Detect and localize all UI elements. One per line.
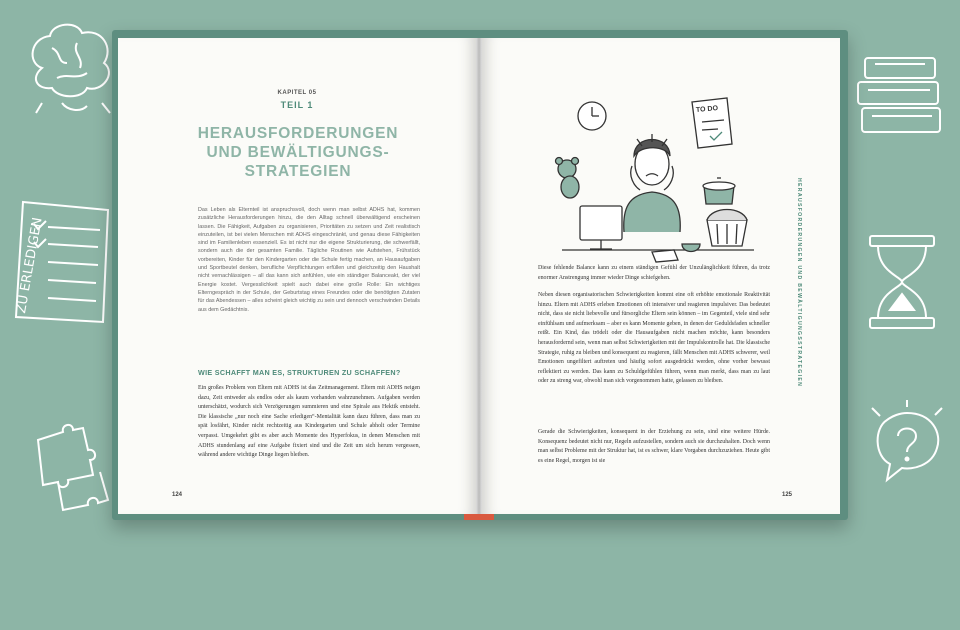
- body-paragraph: Diese fehlende Balance kann zu einem ständigen Gefühl der Unzulänglichkeit führen, da trotz enormer Anstrengung immer wieder Dinge schiefgehen.: [538, 265, 770, 281]
- title-line: HERAUSFORDERUNGEN: [197, 125, 399, 142]
- page-number: 125: [782, 492, 793, 498]
- question-bubble-doodle-icon: [862, 398, 952, 493]
- running-header-text: HERAUSFORDERUNGEN UND BEWÄLTIGUNGSSTRATEGIEN: [796, 178, 802, 388]
- doodle-label: ZU ERLEDIGEN: [14, 216, 46, 315]
- hourglass-doodle-icon: [862, 232, 942, 332]
- checklist-doodle-icon: [8, 192, 118, 332]
- body-paragraph: Gerade die Schwierigkeiten, konsequent in der Erziehung zu sein, sind eine weitere Hürde. Konsequenz bedeutet nicht nur, Regeln aufzustellen, sondern auch sie durchzuhalten. Doch wenn man selbst Probleme mit der Struktur hat, ist es schwer, klare Vorgaben durchzuziehen. Heute gibt es eine Regel, morgen ist sie: [538, 429, 770, 464]
- bookmark-ribbon: [464, 514, 494, 520]
- chapter-label: KAPITEL 05: [277, 90, 317, 96]
- running-header: [794, 178, 804, 388]
- page-number: 124: [172, 492, 183, 498]
- section-heading: WIE SCHAFFT MAN ES, STRUKTUREN ZU SCHAFFEN?: [198, 368, 401, 377]
- title-line: STRATEGIEN: [244, 163, 352, 180]
- brain-doodle-icon: [22, 18, 117, 118]
- stressed-parent-illustration: [542, 94, 762, 264]
- puzzle-doodle-icon: [28, 420, 113, 520]
- part-label: TEIL 1: [280, 100, 314, 110]
- left-page: [118, 38, 476, 514]
- open-book: [112, 30, 848, 520]
- chapter-title: [178, 124, 418, 181]
- body-paragraph: Neben diesen organisatorischen Schwierigkeiten kommt eine oft erhöhte emotionale Reaktivität hinzu. Eltern mit ADHS erleben Emotionen oft intensiver und reagieren impulsiver. Das bedeutet nicht, dass sie nicht liebevolle und fürsorgliche Eltern sein können – im Gegenteil, viele sind sehr einfühlsam und aufmerksam – aber es kann Momente geben, in denen der Geduldsfaden schneller reißt. Ein Kind, das trödelt oder die Hausaufgaben nicht machen möchte, kann besonders herausfordernd sein, wenn man selbst Schwierigkeiten mit der Impulskontrolle hat. Die klassische Strategie, ruhig zu bleiben und konsequent zu reagieren, fällt Menschen mit ADHS schwerer, weil Emotionen ungefiltert auftreten und häufig sofort ausgedrückt werden, ohne vorher bewusst reflektiert zu werden. Das kann zu Schuldgefühlen führen, wenn man merkt, dass man zu laut oder zu streng war, obwohl man sich vorgenommen hatte, gelassen zu bleiben.: [538, 292, 770, 385]
- title-line: UND BEWÄLTIGUNGS-: [206, 144, 390, 161]
- books-doodle-icon: [850, 50, 950, 145]
- body-paragraph: Ein großes Problem von Eltern mit ADHS ist das Zeitmanagement. Eltern mit ADHS neigen dazu, Zeit entweder als endlos oder als kaum vorhanden wahrzunehmen. Aufgaben werden unterschätzt, wodurch sich Verzögerungen summieren und eine Spirale aus Hektik entsteht. Die klassische „nur noch eine Sache erledigen“-Mentalität kann dazu führen, dass man zu spät losfährt, Kinder nicht rechtzeitig aus Kindergarten und Schule abholt oder Termine verpasst. Umgekehrt gibt es aber auch Momente des Hyperfokus, in denen Menschen mit ADHS stundenlang auf eine Aufgabe fixiert sind und die Zeit um sich herum vergessen, während andere wichtige Dinge liegen bleiben.: [198, 385, 420, 459]
- right-page: [482, 38, 840, 514]
- intro-paragraph: Das Leben als Elternteil ist anspruchsvoll, doch wenn man selbst ADHS hat, kommen zusätzliche Herausforderungen hinzu, die den Alltag schnell überwältigend erscheinen lassen. Die Fähigkeit, Aufgaben zu organisieren, Prioritäten zu setzen und Zeit realistisch einzuteilen, ist bei vielen Menschen mit ADHS eingeschränkt, und genau diese Fähigkeiten sind im Familienleben essenziell. Es ist nicht nur die eigene Strukturierung, die schwerfällt, sondern auch die der gesamten Familie. Tägliche Routinen wie Aufstehen, Frühstück vorbereiten, Kinder für den Kindergarten oder die Schule fertig machen, an Hausaufgaben und Sportbeutel denken, berufliche Verpflichtungen erfüllen und gleichzeitig den Haushalt nicht vernachlässigen – all das kann sich anfühlen, wie ein ständiger Balanceakt, der viel Energie kostet. Vergesslichkeit spielt auch dabei eine große Rolle: Ein wichtiges Elterngespräch in der Schule, der Geburtstag eines Freundes oder die benötigten Zutaten für das Abendessen – alles scheint gleich wichtig zu sein und dennoch verschwinden Details aus dem Gedächtnis.: [198, 207, 420, 313]
- todo-note-text: TO DO: [695, 105, 719, 114]
